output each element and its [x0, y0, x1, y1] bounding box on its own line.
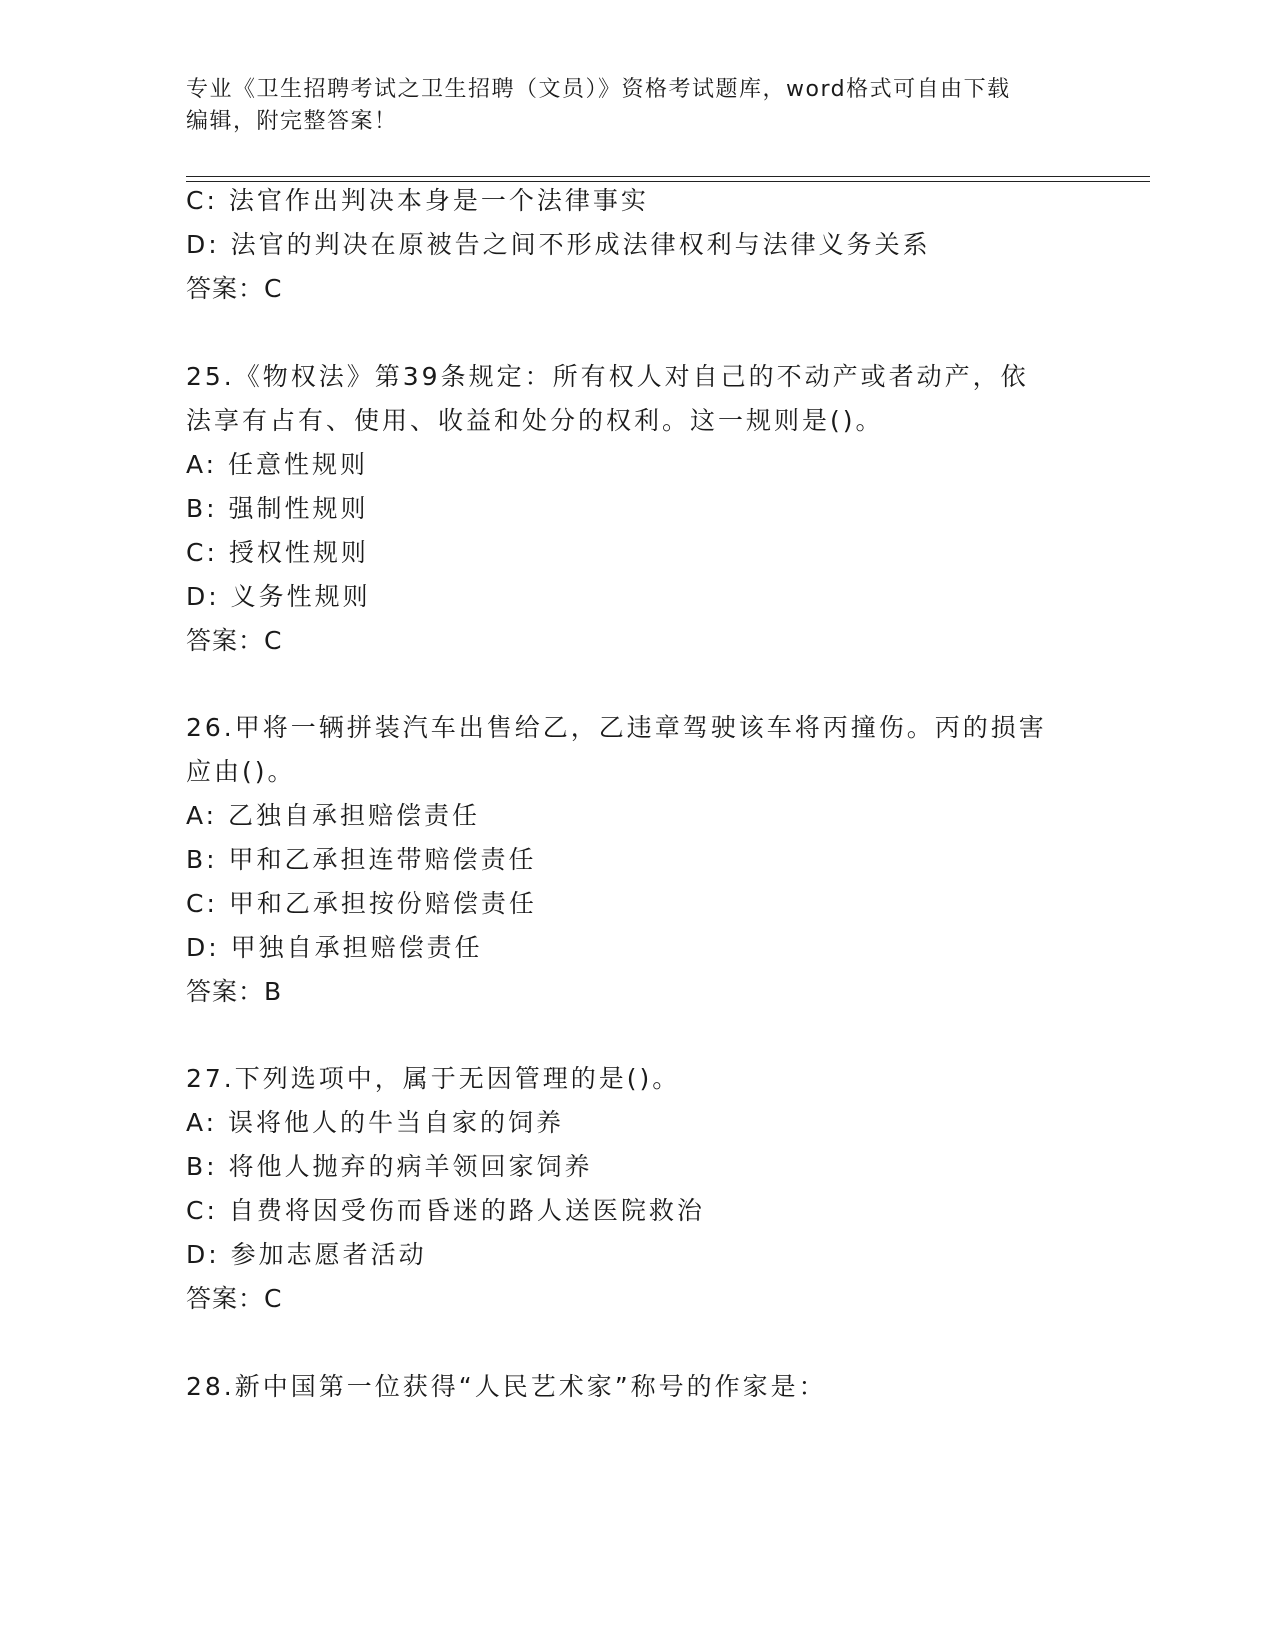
- q26-option-b: B: 甲和乙承担连带赔偿责任: [186, 845, 537, 874]
- q25-stem-line-1: 25.《物权法》第39条规定：所有权人对自己的不动产或者动产，依: [186, 362, 1029, 391]
- q26-option-c: C: 甲和乙承担按份赔偿责任: [186, 889, 537, 918]
- q25-option-a: A: 任意性规则: [186, 450, 369, 479]
- q27-option-d: D: 参加志愿者活动: [186, 1240, 427, 1269]
- q25-stem-line-2: 法享有占有、使用、收益和处分的权利。这一规则是()。: [186, 406, 884, 435]
- header-divider-bottom: [186, 181, 1150, 182]
- header-line-2: 编辑，附完整答案！: [186, 109, 398, 134]
- prev-answer: 答案：C: [186, 274, 283, 303]
- q25-option-c: C: 授权性规则: [186, 538, 369, 567]
- q28-stem-line-1: 28.新中国第一位获得“人民艺术家”称号的作家是：: [186, 1372, 827, 1401]
- q26-option-a: A: 乙独自承担赔偿责任: [186, 801, 481, 830]
- q26-stem-line-2: 应由()。: [186, 757, 296, 786]
- q25-option-b: B: 强制性规则: [186, 494, 369, 523]
- header-divider-top: [186, 176, 1150, 177]
- header-line-1: 专业《卫生招聘考试之卫生招聘（文员）》资格考试题库，word格式可自由下载: [186, 77, 1011, 102]
- q27-option-a: A: 误将他人的牛当自家的饲养: [186, 1108, 565, 1137]
- q27-answer: 答案：C: [186, 1284, 283, 1313]
- q25-answer: 答案：C: [186, 626, 283, 655]
- q27-stem-line-1: 27.下列选项中，属于无因管理的是()。: [186, 1064, 681, 1093]
- q26-option-d: D: 甲独自承担赔偿责任: [186, 933, 483, 962]
- page-header: [186, 74, 1086, 138]
- q27-option-c: C: 自费将因受伤而昏迷的路人送医院救治: [186, 1196, 705, 1225]
- q25-option-d: D: 义务性规则: [186, 582, 371, 611]
- q26-stem-line-1: 26.甲将一辆拼装汽车出售给乙，乙违章驾驶该车将丙撞伤。丙的损害: [186, 713, 1047, 742]
- prev-option-c: C: 法官作出判决本身是一个法律事实: [186, 186, 649, 215]
- prev-option-d: D: 法官的判决在原被告之间不形成法律权利与法律义务关系: [186, 230, 931, 259]
- q26-answer: 答案：B: [186, 977, 283, 1006]
- q27-option-b: B: 将他人抛弃的病羊领回家饲养: [186, 1152, 593, 1181]
